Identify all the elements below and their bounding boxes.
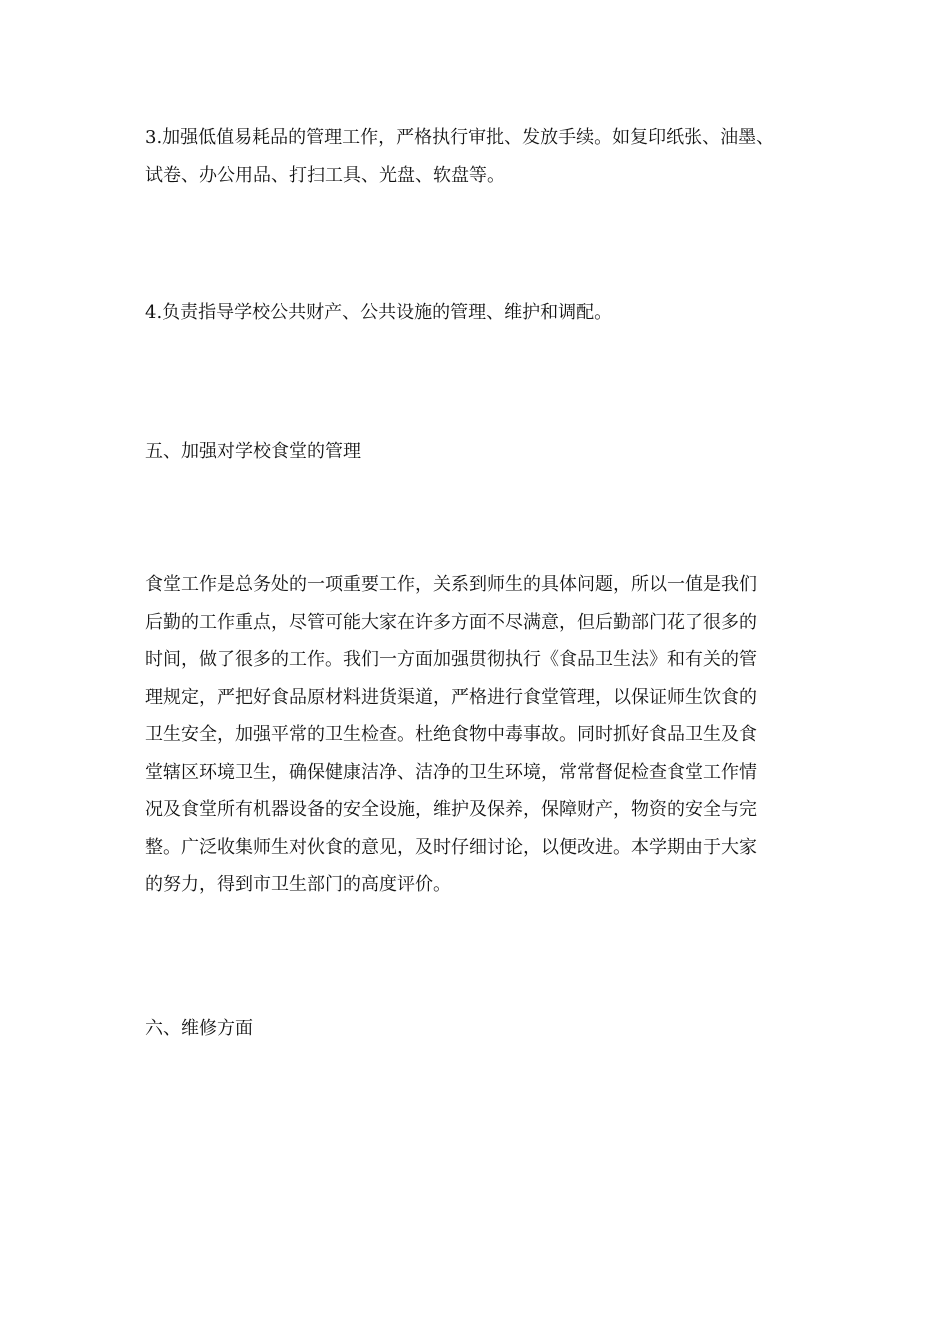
text-line: 4.负责指导学校公共财产、公共设施的管理、维护和调配。 [145,302,613,323]
text-line: 3.加强低值易耗品的管理工作，严格执行审批、发放手续。如复印纸张、油墨、 [145,127,775,148]
paragraph-item-4 [145,294,825,332]
paragraph-item-3 [145,119,825,194]
text-line: 堂辖区环境卫生，确保健康洁净、洁净的卫生环境，常常督促检查食堂工作情 [145,761,757,783]
text-line: 时间，做了很多的工作。我们一方面加强贯彻执行《食品卫生法》和有关的管 [145,649,757,670]
text-line: 后勤的工作重点，尽管可能大家在许多方面不尽满意，但后勤部门花了很多的 [145,611,757,633]
text-line: 理规定，严把好食品原材料进货渠道，严格进行食堂管理，以保证师生饮食的 [145,686,757,708]
heading-text: 五、加强对学校食堂的管理 [145,441,361,462]
section-heading-5 [145,433,825,471]
text-line: 食堂工作是总务处的一项重要工作，关系到师生的具体问题，所以一值是我们 [145,574,757,595]
text-line: 的努力，得到市卫生部门的高度评价。 [145,874,451,895]
section-heading-6 [145,1010,825,1048]
paragraph-canteen [145,566,825,904]
text-line: 整。广泛收集师生对伙食的意见，及时仔细讨论，以便改进。本学期由于大家 [145,836,757,858]
text-line: 况及食堂所有机器设备的安全设施，维护及保养，保障财产，物资的安全与完 [145,799,757,820]
text-line: 试卷、办公用品、打扫工具、光盘、软盘等。 [145,164,505,186]
text-line: 卫生安全，加强平常的卫生检查。杜绝食物中毒事故。同时抓好食品卫生及食 [145,724,757,745]
heading-text: 六、维修方面 [145,1018,253,1039]
